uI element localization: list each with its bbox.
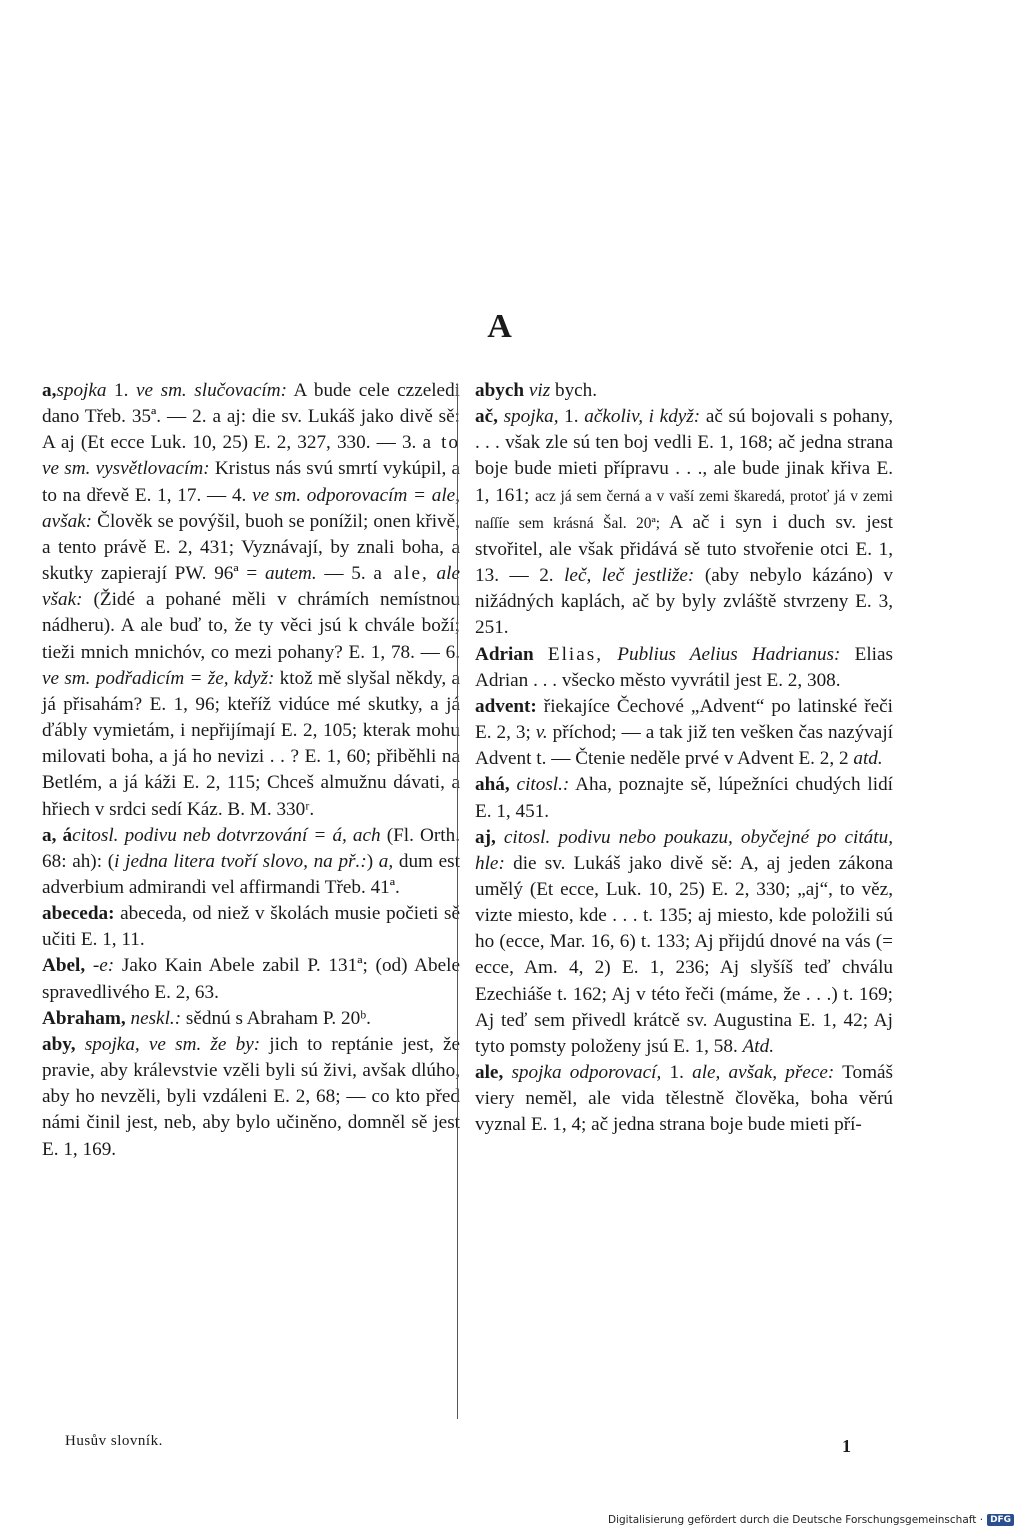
entry-italic-gloss: spojka, (503, 406, 559, 428)
entry-text: Jako Kain Abele zabil P. 131ª; (od) Abele spravedlivého E. 2, 63. (42, 955, 461, 1003)
entry-text: ač sú bojovali s pohany, . . . však zle sú ten boj vedli E. 1, 168; ač jedna strana boje bude mieti přípravu . . ., ale bude jinak křiva E. 1, 161; (475, 406, 894, 506)
entry-italic-gloss: citosl. podivu nebo poukazu, obyčejné po citátu, hle: (475, 826, 894, 874)
entry-text: řiekajíce Čechové „Advent“ po latinské řeči E. 2, 3; (475, 695, 893, 744)
entry-text: 1. (106, 380, 137, 401)
entry-text: (aby nebylo kázáno) v nižádných kaplách, ač by byly zvláště stvrzeny E. 3, 251. (475, 565, 893, 639)
entry-italic-gloss: ve sm. podřadicím = že, když: (42, 667, 275, 689)
entry-spaced-text: a to (422, 432, 461, 454)
left-column (42, 378, 460, 1163)
entry-text: Tomáš viery neměl, ale vida tělestně člověka, boha věrú vyznal E. 1, 4; ač jedna strana boje bude mieti pří- (475, 1062, 893, 1136)
entry-text: A ač i syn i duch sv. jest stvořitel, ale však přidává sě tuto stvořenie otci E. 1, 13. — 2. (475, 511, 893, 587)
entry-text: (Židé a pohané měli v chrámích nemístnou nádheru). A ale buď to, že ty věci jsú k chvále boží; tieži mnich mnichóv, co mezi pohany? E. 1, 78. — 6. (42, 589, 460, 663)
entry-headword: abeceda: (42, 903, 115, 925)
entry-italic-gloss: viz (528, 380, 551, 401)
digitization-notice-text: Digitalisierung gefördert durch die Deutsche Forschungsgemeinschaft · (608, 1514, 984, 1526)
entry-headword: a, (42, 380, 57, 401)
entry-italic-gloss: -e: (92, 955, 115, 977)
entry-text: Aha, poznajte sě, lúpežníci chudých lidí E. 1, 451. (475, 774, 894, 822)
dictionary-entry (475, 694, 893, 772)
entry-italic-gloss: citosl. podivu neb dotvrzování = á, ach (72, 824, 381, 846)
entry-italic-gloss: ačkoliv, i když: (584, 406, 701, 428)
entry-text: die sv. Lukáš jako divě sě: A, aj jeden zákona umělý (Et ecce, Luk. 10, 25) E. 2, 330; „aj“, to věz, vizte miesto, kde . . . t. 135; aj miesto, kde položili sú ho (ecce, Mar. 16, 6) t. 133; Aj přijdú dnové na vás (= ecce, Am. 4, 2) E. 1, 236; Aj slyšíš teď chválu Ezechiáše t. 162; Aj v této řeči (máme, že . . .) t. 169; Aj teď sem přivedl krátcě sv. Augustina E. 1, 42; Aj tyto pomsty položeny jsú E. 1, 58. (475, 852, 893, 1057)
entry-italic-gloss: ale, avšak, přece: (692, 1062, 835, 1084)
entry-italic-gloss: citosl.: (516, 774, 570, 796)
dictionary-entry (42, 953, 460, 1005)
entry-text (429, 563, 437, 584)
entry-italic-gloss: Publius Aelius Hadrianus: (617, 643, 841, 665)
column-divider (457, 384, 458, 1419)
entry-headword: abych (475, 380, 525, 401)
entry-italic-gloss: ve sm. odporovacím = ale, avšak: (42, 484, 460, 532)
entry-italic-gloss: leč, leč jestliže: (564, 565, 695, 587)
entry-headword: Abraham, (42, 1007, 126, 1029)
entry-italic-gloss: ve sm. vysvětlovacím: (42, 458, 210, 480)
entry-text (603, 644, 617, 665)
dictionary-entry (42, 1006, 460, 1032)
dfg-logo-icon: DFG (987, 1514, 1014, 1526)
entry-text: sědnú s Abraham P. 20ᵇ. (181, 1007, 371, 1029)
entry-italic-gloss: autem. (264, 563, 317, 585)
entry-text (76, 1034, 85, 1055)
entry-italic-gloss: Atd. (742, 1035, 775, 1057)
entry-text: ktož mě slyšal někdy, a já přisahám? E. 1, 96; kteříž vidúce mé skutky, a já ďábly vymietám, i nepřijímají E. 2, 105; kterak mohu milovati boha, a já ho nevizi . . ? E. 1, 60; přiběhli na Betlém, a já káži E. 2, 115; Chceš almužnu dávati, a hřiech v srdci sedí Káz. B. M. 330ʳ. (42, 667, 460, 820)
entry-text: ) (366, 850, 379, 872)
entry-headword: ahá, (475, 774, 510, 796)
entry-italic-gloss: a, (378, 850, 394, 872)
entry-italic-gloss: atd. (853, 748, 883, 770)
entry-italic-gloss: spojka (56, 380, 107, 401)
entry-headword: advent: (475, 695, 537, 717)
entry-spaced-text: a ale, (373, 563, 429, 585)
entry-quotation: acz já sem černá a v vaší zemi škaredá, protoť já v zemi naſſíe sem krásná Šal. 20ª; (475, 487, 893, 532)
entry-headword: ale, (475, 1062, 504, 1084)
digitization-notice (608, 1514, 1014, 1526)
dictionary-entry (475, 378, 893, 404)
entry-italic-gloss: ve sm. slučovacím: (136, 380, 287, 401)
entry-italic-gloss: v. (535, 722, 548, 744)
entry-spaced-text: Elias, (547, 643, 604, 665)
book-title-footer: Husův slovník. (65, 1433, 163, 1449)
entry-text: bych. (550, 380, 598, 401)
entry-italic-gloss: neskl.: (130, 1007, 182, 1029)
entry-italic-gloss: i jedna litera tvoří slovo, na př.: (114, 850, 367, 872)
dictionary-entry (42, 823, 460, 901)
entry-headword: aj, (475, 826, 496, 848)
dictionary-entry (475, 1060, 893, 1138)
entry-headword: Abel, (42, 955, 86, 977)
dictionary-entry (475, 772, 893, 824)
entry-headword: a, á (42, 824, 73, 846)
entry-headword: Adrian (475, 643, 534, 665)
section-letter: A (487, 308, 513, 345)
dictionary-entry (475, 825, 893, 1060)
entry-text (510, 774, 517, 795)
entry-text: — 5. (316, 563, 374, 585)
dictionary-entry (475, 404, 893, 641)
right-column (475, 378, 893, 1139)
entry-text: Elias Adrian . . . všecko město vyvrátil jest E. 2, 308. (475, 643, 893, 691)
entry-text: 1. (558, 406, 585, 428)
entry-italic-gloss: spojka, ve sm. že by: (84, 1033, 261, 1055)
dictionary-entry (475, 642, 893, 694)
entry-text: 1. (661, 1062, 693, 1084)
entry-text: Člověk se povýšil, buoh se ponížil; onen křivě, a tento právě E. 2, 431; Vyznávají, by znali boha, a skutky zapierají PW. 96ª = (42, 510, 460, 585)
entry-text: A bude cele czzeledi dano Třeb. 35ª. — 2. a aj: die sv. Lukáš jako divě sě: A aj (Et ecce Luk. 10, 25) E. 2, 327, 330. — 3. (42, 380, 460, 454)
entry-text (534, 644, 548, 665)
entry-italic-gloss: ale však: (42, 563, 460, 611)
dictionary-entry (42, 1032, 460, 1163)
entry-italic-gloss: spojka odporovací, (511, 1062, 662, 1084)
entry-headword: ač, (475, 406, 498, 428)
entry-text: Kristus nás svú smrtí vykúpil, a to na dřevě E. 1, 17. — 4. (42, 458, 460, 506)
entry-text: abeceda, od niež v školách musie počieti sě učiti E. 1, 11. (42, 903, 460, 951)
entry-headword: aby, (42, 1033, 76, 1055)
entry-text (85, 955, 93, 976)
entry-text: jich to reptánie jest, že pravie, aby králevstvie vzěli byli sú živi, avšak dlúho, aby ho nevzěli, byli vzdáleni E. 2, 68; — co kto před námi činil jest, neb, aby bylo učiněno, domněl sě jest E. 1, 169. (42, 1033, 461, 1160)
entry-text (496, 827, 504, 848)
entry-text: (Fl. Orth. 68: ah): ( (42, 824, 461, 872)
entry-text: příchod; — a tak již ten vešken čas nazývají Advent t. — Čtenie neděle prvé v Advent E. 2, 2 (475, 722, 893, 770)
dictionary-entry (42, 378, 460, 823)
dictionary-entry (42, 901, 460, 953)
entry-text: dum est adverbium admirandi vel affirmandi Třeb. 41ª. (42, 850, 460, 898)
page-number: 1 (842, 1436, 851, 1456)
